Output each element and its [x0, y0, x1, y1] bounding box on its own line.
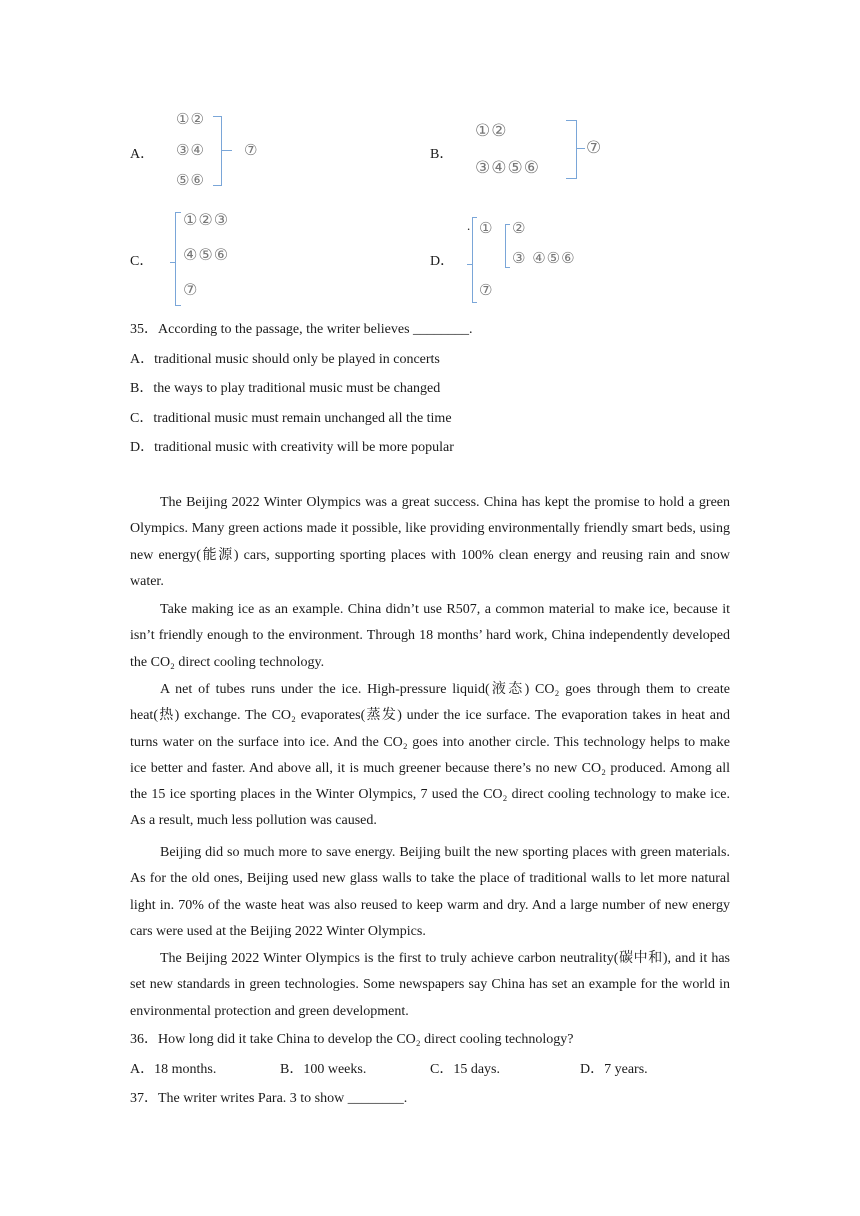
question-35-stem: 35．According to the passage, the writer believes ________. [130, 322, 473, 337]
question-36-option-d: D．7 years. [580, 1062, 648, 1077]
option-d-dot: . [467, 218, 471, 233]
option-a-brace [213, 116, 222, 186]
question-37-stem: 37．The writer writes Para. 3 to show ________. [130, 1091, 408, 1106]
option-b-letter: B． [430, 147, 454, 162]
option-a-connector [222, 150, 232, 151]
option-d-sub-group-2: ③ ④⑤⑥ [512, 249, 576, 267]
option-d-group-1: ① [479, 219, 494, 237]
option-c-group-2: ④⑤⑥ [183, 245, 230, 264]
passage-paragraph-1: The Beijing 2022 Winter Olympics was a great success. China has kept the promise to hold a green Olympics. Many green actions made it possible, like providing environmentally friendly smart beds, using new energy(能源) cars, supporting sporting places with 100% clean energy and reusing rain and snow water. [130, 495, 730, 589]
option-d-group-3: ⑦ [479, 281, 494, 299]
passage-paragraph-5: The Beijing 2022 Winter Olympics is the first to truly achieve carbon neutrality(碳中和), and it has set new standards in green technologies. Some newspapers say China has set an example for the world in environmental protection and green development. [130, 951, 730, 1019]
passage-paragraph-3: A net of tubes runs under the ice. High-pressure liquid(液态) CO₂ goes through them to create heat(热) exchange. The CO₂ evaporates(蒸发) under the ice surface. The evaporation takes in heat and turns water on the surface into ice. And the CO₂ goes into another circle. This technology helps to make ice better and faster. And above all, it is much greener because there’s no new CO₂ produced. Among all the 15 ice sporting places in the Winter Olympics, 7 used the CO₂ direct cooling technology to make ice. As a result, much less pollution was caused. [130, 682, 730, 829]
option-a-letter: A． [130, 147, 155, 162]
option-d-sub-brace [505, 224, 510, 268]
option-a-target: ⑦ [244, 141, 259, 159]
question-35-option-d: D．traditional music with creativity will be more popular [130, 440, 454, 455]
option-c-letter: C． [130, 254, 154, 269]
option-c-group-1: ①②③ [183, 210, 230, 229]
question-35-option-c: C．traditional music must remain unchanged all the time [130, 411, 452, 426]
option-a-group-1: ①② [176, 110, 205, 128]
option-d-sub-group-1: ② [512, 219, 527, 237]
option-c-group-3: ⑦ [183, 280, 199, 299]
question-36-option-b: B．100 weeks. [280, 1062, 367, 1077]
option-d-connector [467, 264, 473, 265]
passage-paragraph-2: Take making ice as an example. China didn’t use R507, a common material to make ice, because it isn’t friendly enough to the environment. Through 18 months’ hard work, China independently developed the CO₂ direct cooling technology. [130, 602, 730, 670]
option-b-brace [566, 120, 577, 179]
question-36-option-c: C．15 days. [430, 1062, 500, 1077]
option-c-connector [170, 262, 176, 263]
passage-paragraph-4: Beijing did so much more to save energy. Beijing built the new sporting places with green materials. As for the old ones, Beijing used new glass walls to take the place of traditional walls to let more natural light in. 70% of the waste heat was also reused to keep warm and dry. And a large number of new energy cars were used at the Beijing 2022 Winter Olympics. [130, 845, 730, 939]
option-a-group-2: ③④ [176, 141, 205, 159]
option-b-target: ⑦ [586, 138, 603, 158]
option-d-brace [472, 217, 477, 303]
option-c-brace [175, 212, 181, 306]
option-a-group-3: ⑤⑥ [176, 171, 205, 189]
question-35-option-b: B．the ways to play traditional music must be changed [130, 381, 441, 396]
option-b-group-1: ①② [475, 121, 508, 141]
question-36-option-a: A．18 months. [130, 1062, 217, 1077]
question-36-stem: 36．How long did it take China to develop the CO₂ direct cooling technology? [130, 1032, 574, 1047]
option-b-connector [577, 148, 585, 149]
option-d-letter: D． [430, 254, 455, 269]
option-b-group-2: ③④⑤⑥ [475, 158, 540, 178]
question-35-option-a: A．traditional music should only be played in concerts [130, 352, 440, 367]
